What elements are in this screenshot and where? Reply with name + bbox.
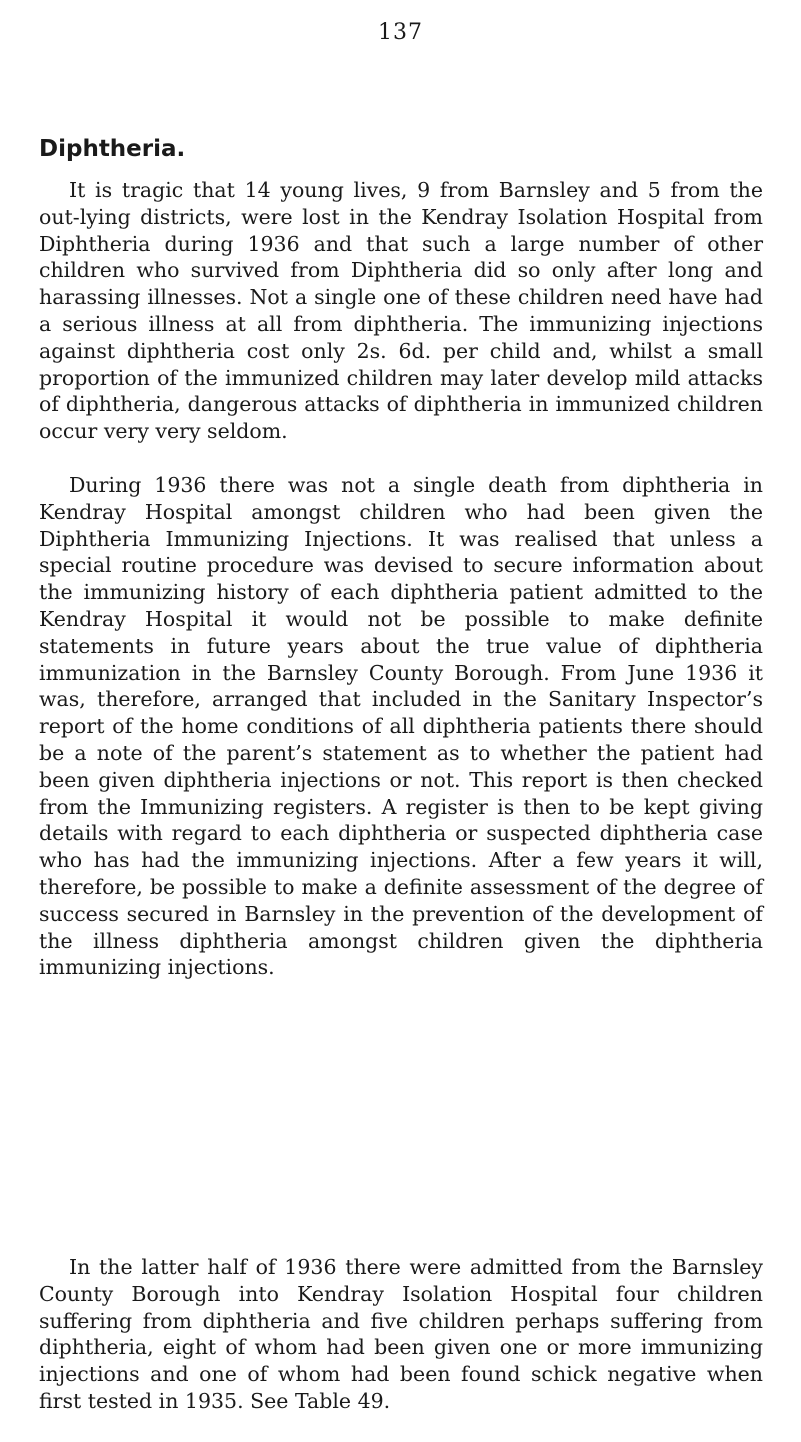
paragraph-tragic-lives: It is tragic that 14 young lives, 9 from Barnsley and 5 from the out-lying districts, were lost in the Kendray Isolation Hospital from Diphtheria during 1936 and that such a large number of other children who survived from Diphtheria did so only after long and harassing illnesses. Not a single one of these children need have had a serious illness at all from diphtheria. The immunizing injections against diphtheria cost only 2s. 6d. per child and, whilst a small proportion of the immunized children may later develop mild attacks of diphtheria, dangerous attacks of diphtheria in immunized children occur very very seldom. — [39, 178, 763, 444]
paragraph-immunization-records: During 1936 there was not a single death from diphtheria in Kendray Hospital amongst children who had been given the Diphtheria Immunizing Injections. It was realised that unless a special routine procedure was devised to secure information about the immunizing history of each diphtheria patient admitted to the Kendray Hospital it would not be possible to make definite statements in future years about the true value of diphtheria immunization in the Barnsley County Borough. From June 1936 it was, therefore, arranged that included in the Sanitary Inspector’s report of the home conditions of all diphtheria patients there should be a note of the parent’s statement as to whether the patient had been given diphtheria injections or not. This report is then checked from the Immunizing registers. A register is then to be kept giving details with regard to each diphtheria or suspected diphtheria case who has had the immunizing injections. After a few years it will, therefore, be possible to make a definite assessment of the degree of success secured in Barnsley in the prevention of the development of the illness diphtheria amongst children given the diphtheria immunizing injections. — [39, 473, 763, 980]
paragraph-admissions-1936: In the latter half of 1936 there were admitted from the Barnsley County Borough into Kendray Isolation Hospital four children suffering from diphtheria and five children perhaps suffering from diphtheria, eight of whom had been given one or more immunizing injections and one of whom had been found schick negative when first tested in 1935. See Table 49. — [39, 1255, 763, 1413]
section-heading: Diphtheria. — [39, 136, 186, 162]
page-number: 137 — [378, 20, 423, 45]
